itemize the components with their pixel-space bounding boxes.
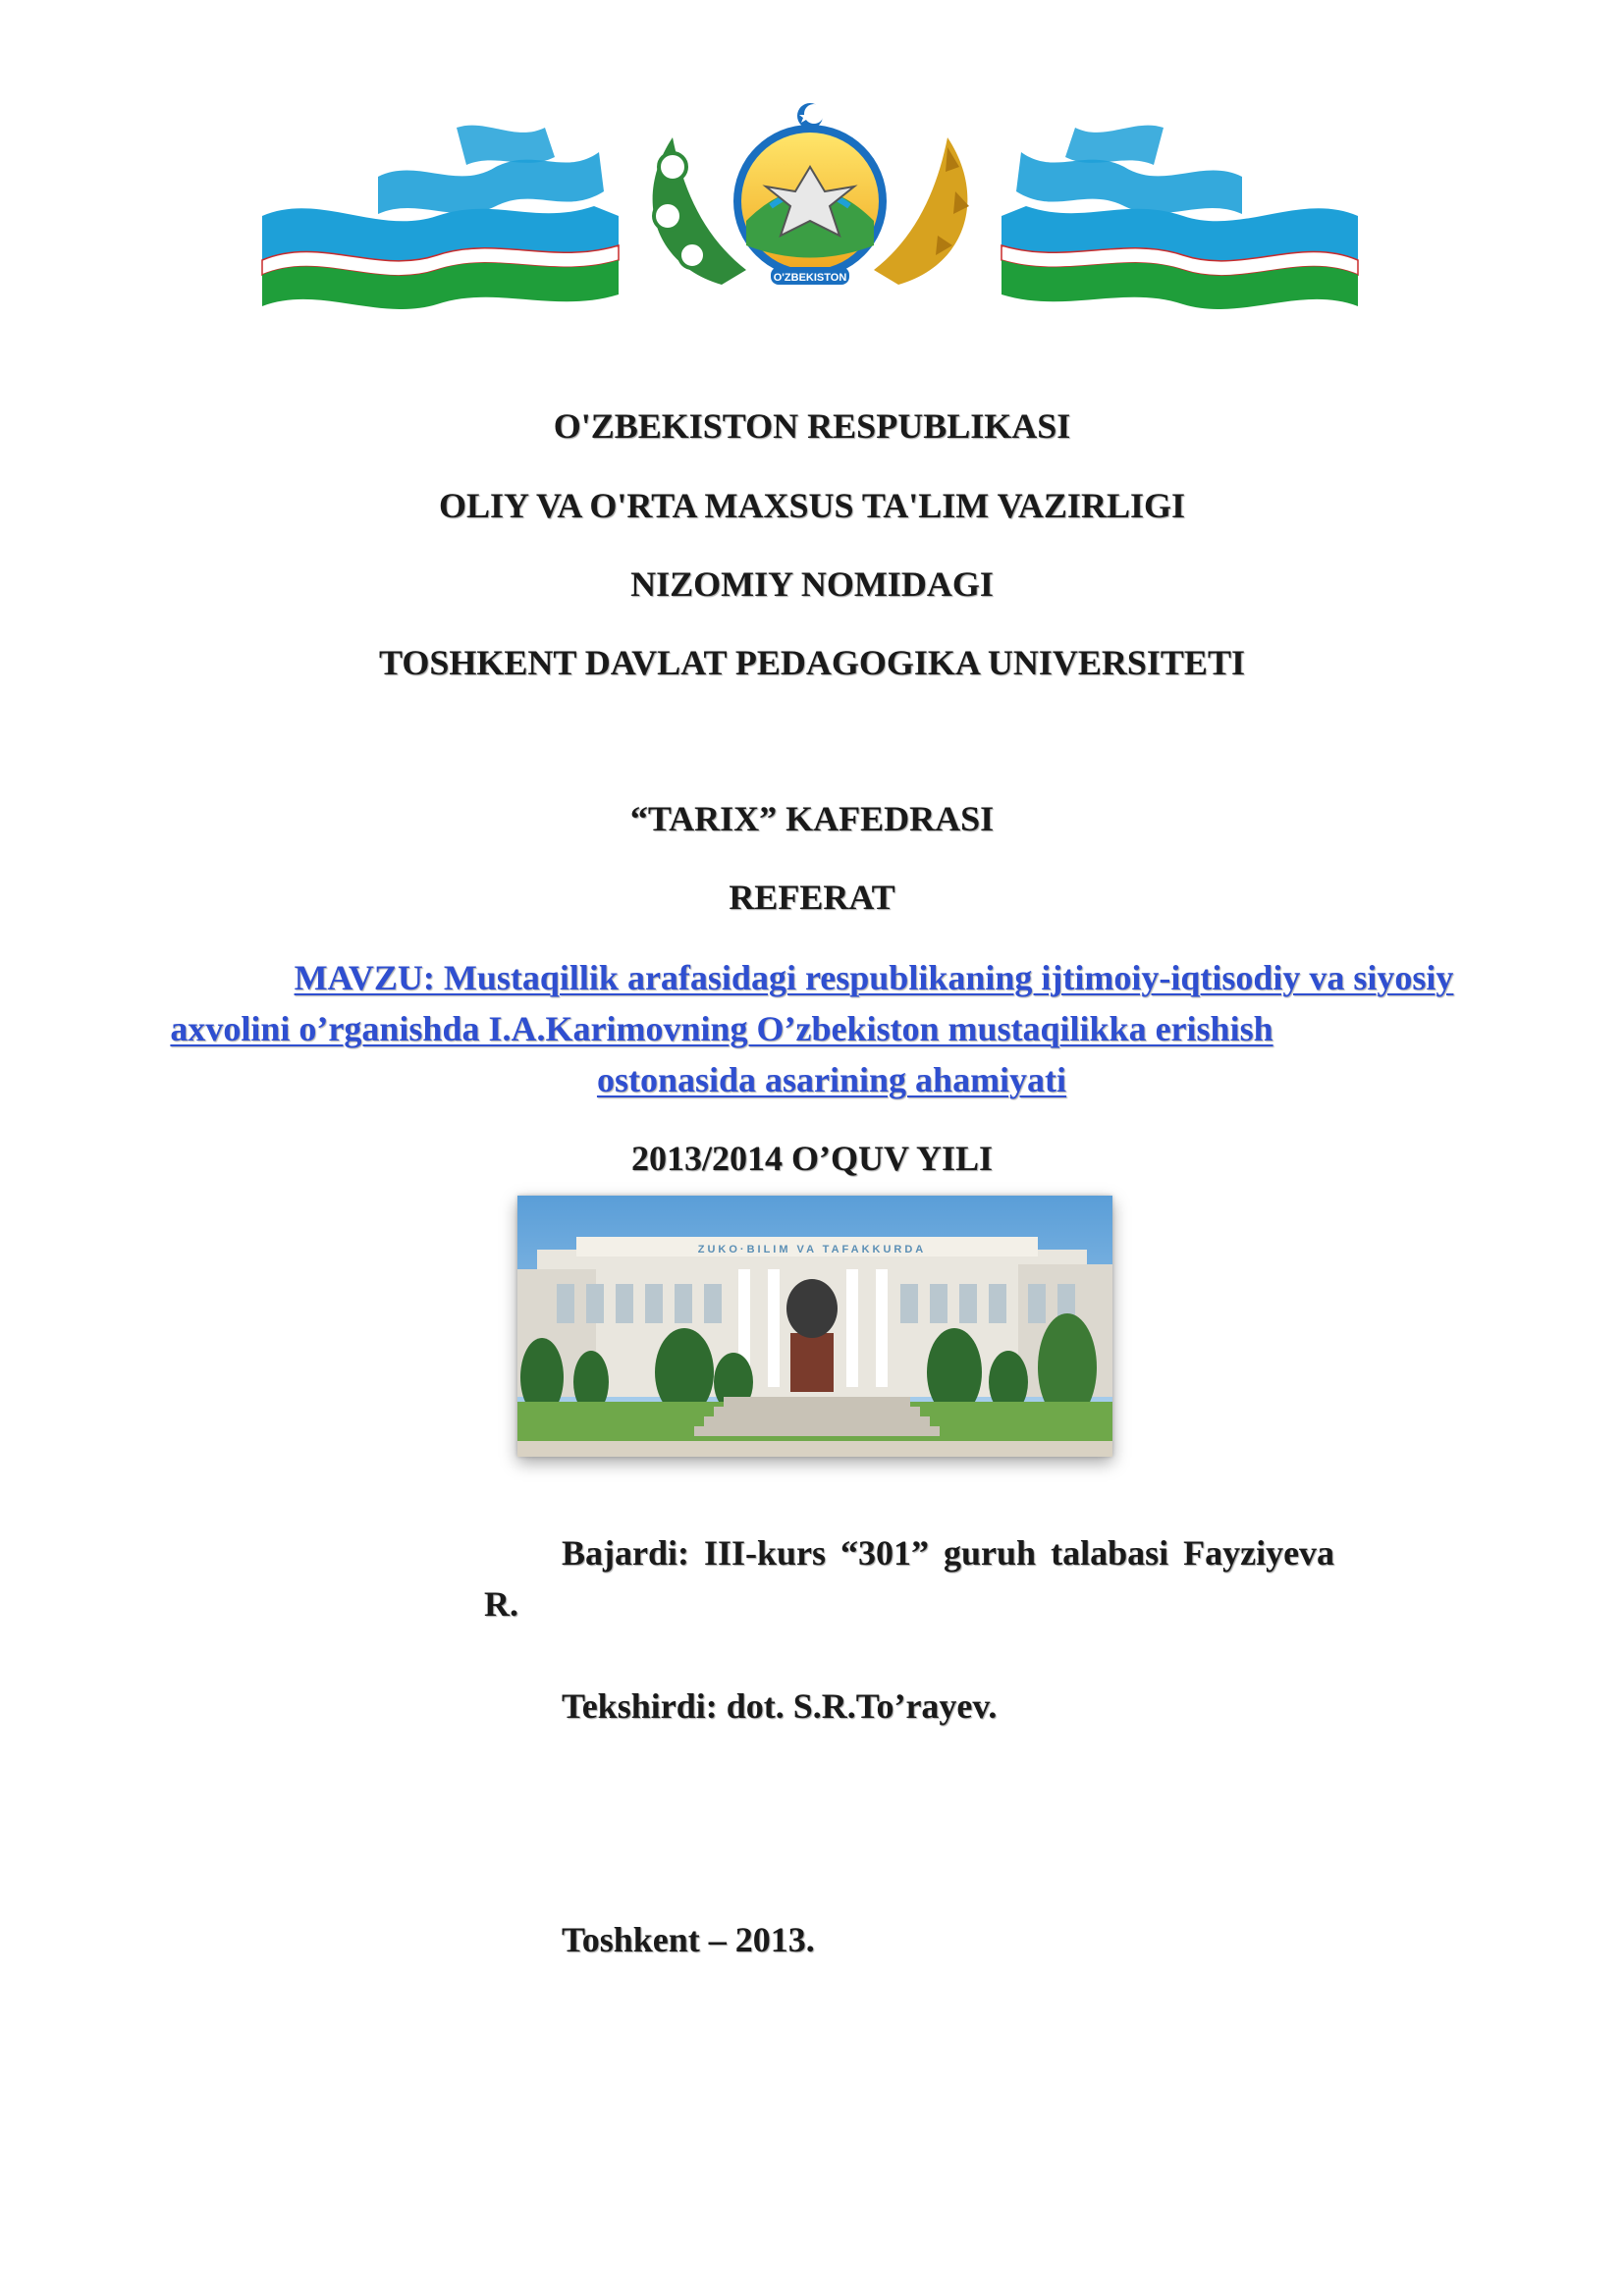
checked-by: Tekshirdi: dot. S.R.To’rayev. xyxy=(562,1686,998,1726)
header-country: O'ZBEKISTON RESPUBLIKASI xyxy=(553,406,1071,446)
topic-line-2[interactable]: axvolini o’rganishda I.A.Karimovning O’zbekiston mustaqilikka erishish xyxy=(170,1009,1273,1048)
right-flag-ribbon xyxy=(1001,126,1358,309)
header-university: TOSHKENT DAVLAT PEDAGOGIKA UNIVERSITETI xyxy=(379,643,1245,682)
place-and-year: Toshkent – 2013. xyxy=(562,1920,815,1959)
topic-line-1[interactable]: MAVZU: Mustaqillik arafasidagi respublikaning ijtimoiy-iqtisodiy va siyosiy xyxy=(294,958,1454,997)
left-flag-ribbon xyxy=(262,126,619,309)
department-name: “TARIX” KAFEDRASI xyxy=(629,799,995,838)
building-banner-prefix: ZUKO· xyxy=(697,1244,747,1255)
university-building-photo xyxy=(517,1196,1112,1457)
topic-line-3[interactable]: ostonasida asarining ahamiyati xyxy=(596,1060,1067,1099)
performed-by-initial: R. xyxy=(484,1584,518,1624)
emblem-center xyxy=(733,103,887,285)
header-ministry: OLIY VA O'RTA MAXSUS TA'LIM VAZIRLIGI xyxy=(439,486,1185,525)
state-emblem xyxy=(260,98,1360,309)
building-banner-text: BILIM VA TAFAKKURDA xyxy=(746,1244,927,1255)
svg-text:ZUKO·BILIM VA TAFAKKURDA xyxy=(698,1244,927,1255)
performed-by: Bajardi: III-kurs “301” guruh talabasi Fayziyeva xyxy=(562,1533,1335,1573)
header-named-after: NIZOMIY NOMIDAGI xyxy=(630,564,994,604)
document-type: REFERAT xyxy=(729,878,895,917)
emblem-ribbon-label: O'ZBEKISTON xyxy=(773,272,847,284)
academic-year: 2013/2014 O’QUV YILI xyxy=(630,1139,994,1178)
